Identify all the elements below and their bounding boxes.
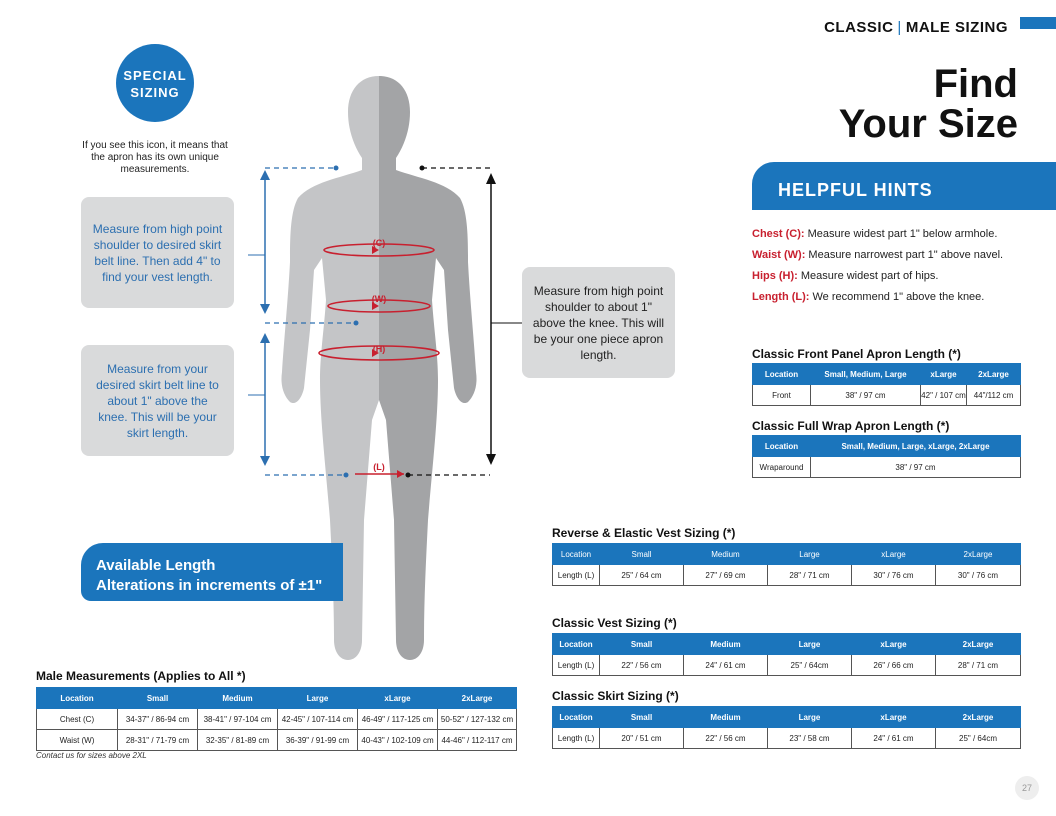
table-cell: 30" / 76 cm — [936, 565, 1021, 586]
apron-length-callout: Measure from high point shoulder to about 1" above the knee. This will be your one piece apron length. — [522, 267, 675, 378]
section-label: MALE SIZING — [905, 19, 1008, 36]
hint-text: Measure widest part of hips. — [797, 270, 939, 282]
table-cell: 20" / 51 cm — [600, 728, 684, 749]
table-cell: 25" / 64cm — [936, 728, 1021, 749]
table-cell: 28" / 71 cm — [768, 565, 852, 586]
classic-skirt-table — [552, 706, 1021, 749]
table-cell: 50-52" / 127-132 cm — [438, 709, 517, 730]
chest-label: (C) — [372, 238, 386, 248]
table-cell: 46-49" / 117-125 cm — [358, 709, 438, 730]
table-cell: 26" / 66 cm — [852, 655, 936, 676]
table-cell: 32-35" / 81-89 cm — [198, 730, 278, 751]
table-header: xLarge — [358, 688, 438, 709]
length-label: (L) — [373, 462, 385, 472]
guide-dot — [354, 321, 359, 326]
page-number: 27 — [1015, 776, 1039, 800]
table-cell: 24" / 61 cm — [684, 655, 768, 676]
table-cell: 23" / 58 cm — [768, 728, 852, 749]
table-cell: 42" / 107 cm — [921, 385, 967, 406]
table-header-row — [37, 688, 517, 709]
table-header: Location — [553, 634, 600, 655]
page-title-line1: Find — [933, 62, 1018, 106]
front-panel-title: Classic Front Panel Apron Length (*) — [752, 347, 961, 361]
table-row — [37, 730, 517, 751]
table-cell: Length (L) — [553, 728, 600, 749]
special-sizing-line1: SPECIAL — [123, 68, 187, 83]
vest-length-arrow-icon — [260, 170, 270, 314]
table-header-row — [753, 364, 1021, 385]
brand-label: CLASSIC — [824, 19, 894, 36]
hint-term: Waist (W): — [752, 249, 806, 261]
table-header: xLarge — [852, 707, 936, 728]
male-measurements-title: Male Measurements (Applies to All *) — [36, 669, 246, 683]
reverse-vest-title: Reverse & Elastic Vest Sizing (*) — [552, 526, 736, 540]
helpful-hints-banner: HELPFUL HINTS — [752, 162, 1056, 210]
reverse-vest-table — [552, 543, 1021, 586]
hint-term: Length (L): — [752, 291, 810, 303]
special-sizing-note: If you see this icon, it means that the apron has its own unique measurements. — [82, 140, 228, 175]
table-header: Medium — [684, 707, 768, 728]
hips-label: (H) — [372, 344, 386, 354]
table-cell: 38" / 97 cm — [811, 457, 1021, 478]
front-panel-table — [752, 363, 1021, 406]
table-header: Large — [278, 688, 358, 709]
table-header: xLarge — [921, 364, 967, 385]
table-header: 2xLarge — [967, 364, 1021, 385]
table-header: Medium — [684, 634, 768, 655]
table-row — [753, 385, 1021, 406]
table-header: Small — [600, 634, 684, 655]
table-header-row — [553, 544, 1021, 565]
contact-note: Contact us for sizes above 2XL — [36, 751, 147, 760]
table-header: Small, Medium, Large, xLarge, 2xLarge — [811, 436, 1021, 457]
table-cell: 27" / 69 cm — [684, 565, 768, 586]
table-header-row — [753, 436, 1021, 457]
table-row — [553, 728, 1021, 749]
hint-term: Hips (H): — [752, 270, 798, 282]
table-header: Location — [553, 707, 600, 728]
guide-dot — [344, 473, 349, 478]
classic-vest-table — [552, 633, 1021, 676]
table-header: 2xLarge — [438, 688, 517, 709]
table-row — [553, 655, 1021, 676]
available-length-banner — [81, 543, 343, 601]
classic-skirt-title: Classic Skirt Sizing (*) — [552, 689, 679, 703]
classic-vest-title: Classic Vest Sizing (*) — [552, 616, 677, 630]
table-header-row — [553, 634, 1021, 655]
table-cell: 40-43" / 102-109 cm — [358, 730, 438, 751]
page-title-line2: Your Size — [838, 102, 1018, 146]
table-cell: 34-37" / 86-94 cm — [118, 709, 198, 730]
table-header-row — [553, 707, 1021, 728]
table-cell: Chest (C) — [37, 709, 118, 730]
table-header: Large — [768, 544, 852, 565]
hint-text: Measure widest part 1" below armhole. — [804, 228, 998, 240]
vest-length-callout: Measure from high point shoulder to desired skirt belt line. Then add 4" to find your vest length. — [81, 197, 234, 308]
table-cell: Front — [753, 385, 811, 406]
guide-dot — [334, 166, 339, 171]
table-cell: 28-31" / 71-79 cm — [118, 730, 198, 751]
table-header: Location — [753, 436, 811, 457]
table-cell: 25" / 64 cm — [600, 565, 684, 586]
table-cell: 44"/112 cm — [967, 385, 1021, 406]
table-header: Small — [118, 688, 198, 709]
table-header: Large — [768, 634, 852, 655]
full-wrap-title: Classic Full Wrap Apron Length (*) — [752, 419, 950, 433]
hint-text: Measure narrowest part 1" above navel. — [805, 249, 1004, 261]
table-row — [553, 565, 1021, 586]
table-header: Small — [600, 707, 684, 728]
table-cell: 24" / 61 cm — [852, 728, 936, 749]
table-header: Location — [753, 364, 811, 385]
table-header: Small — [600, 544, 684, 565]
table-header: Large — [768, 707, 852, 728]
table-row — [37, 709, 517, 730]
guide-dot — [420, 166, 425, 171]
table-header: xLarge — [852, 544, 936, 565]
table-header: Small, Medium, Large — [811, 364, 921, 385]
waist-label: (W) — [371, 294, 387, 304]
skirt-length-arrow-icon — [260, 333, 270, 466]
available-length-line2: Alterations in increments of ±1" — [96, 577, 323, 594]
table-header: Medium — [684, 544, 768, 565]
skirt-length-callout: Measure from your desired skirt belt line to about 1" above the knee. This will be your skirt length. — [81, 345, 234, 456]
table-cell: 25" / 64cm — [768, 655, 852, 676]
table-header: 2xLarge — [936, 544, 1021, 565]
table-cell: Length (L) — [553, 565, 600, 586]
full-wrap-table — [752, 435, 1021, 478]
table-cell: 22" / 56 cm — [684, 728, 768, 749]
special-sizing-line2: SIZING — [130, 85, 180, 100]
table-cell: 36-39" / 91-99 cm — [278, 730, 358, 751]
table-header: Location — [553, 544, 600, 565]
male-measurements-table — [36, 687, 517, 751]
table-cell: 22" / 56 cm — [600, 655, 684, 676]
table-header: 2xLarge — [936, 707, 1021, 728]
table-row — [753, 457, 1021, 478]
hint-text: We recommend 1" above the knee. — [809, 291, 985, 303]
apron-length-arrow-icon — [486, 173, 496, 465]
table-cell: 44-46" / 112-117 cm — [438, 730, 517, 751]
table-cell: 28" / 71 cm — [936, 655, 1021, 676]
guide-dot — [406, 473, 411, 478]
table-cell: 30" / 76 cm — [852, 565, 936, 586]
table-cell: 38-41" / 97-104 cm — [198, 709, 278, 730]
table-cell: 38" / 97 cm — [811, 385, 921, 406]
table-cell: 42-45" / 107-114 cm — [278, 709, 358, 730]
table-header: Medium — [198, 688, 278, 709]
table-cell: Length (L) — [553, 655, 600, 676]
header-separator: | — [897, 19, 902, 36]
hint-term: Chest (C): — [752, 228, 805, 240]
table-cell: Wraparound — [753, 457, 811, 478]
table-header: xLarge — [852, 634, 936, 655]
table-cell: Waist (W) — [37, 730, 118, 751]
table-header: Location — [37, 688, 118, 709]
table-header: 2xLarge — [936, 634, 1021, 655]
available-length-line1: Available Length — [96, 557, 216, 574]
